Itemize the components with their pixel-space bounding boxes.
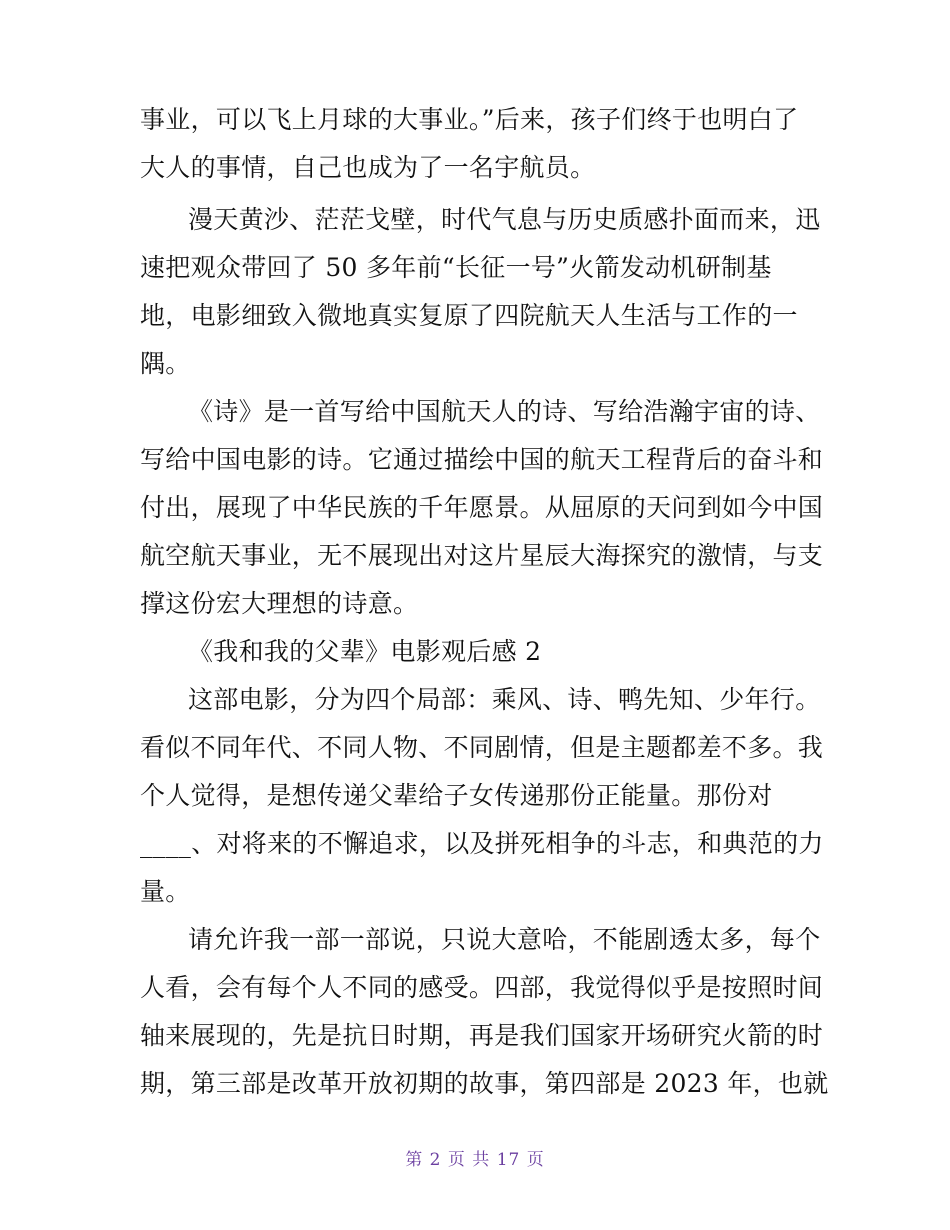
text-line: 《诗》是一首写给中国航天人的诗、写给浩瀚宇宙的诗、 — [188, 397, 821, 426]
text-line: 轴来展现的，先是抗日时期，再是我们国家开场研究火箭的时 — [140, 1021, 824, 1050]
text-line: 写给中国电影的诗。它通过描绘中国的航天工程背后的奋斗和 — [140, 445, 824, 474]
text-line: 漫天黄沙、茫茫戈壁，时代气息与历史质感扑面而来，迅 — [188, 205, 821, 234]
text-line: 个人觉得，是想传递父辈给子女传递那份正能量。那份对 — [140, 781, 773, 810]
section-heading: 《我和我的父辈》电影观后感 2 — [188, 637, 542, 666]
text-line: 请允许我一部一部说，只说大意哈，不能剧透太多，每个 — [188, 925, 821, 954]
text-line: 航空航天事业，无不展现出对这片星辰大海探究的激情，与支 — [140, 541, 824, 570]
text-line: ____、对将来的不懈追求，以及拼死相争的斗志，和典范的力 — [140, 829, 824, 858]
text-line: 这部电影，分为四个局部：乘风、诗、鸭先知、少年行。 — [188, 685, 821, 714]
text-line: 事业，可以飞上月球的大事业。”后来，孩子们终于也明白了 — [140, 105, 799, 134]
text-line: 大人的事情，自己也成为了一名宇航员。 — [140, 153, 596, 182]
text-line: 付出，展现了中华民族的千年愿景。从屈原的天问到如今中国 — [140, 493, 824, 522]
text-line: 人看，会有每个人不同的感受。四部，我觉得似乎是按照时间 — [140, 973, 824, 1002]
text-line: 看似不同年代、不同人物、不同剧情，但是主题都差不多。我 — [140, 733, 824, 762]
text-line: 期，第三部是改革开放初期的故事，第四部是 2023 年，也就 — [140, 1069, 829, 1098]
text-line: 地，电影细致入微地真实复原了四院航天人生活与工作的一 — [140, 301, 798, 330]
page-number-footer: 第 2 页 共 17 页 — [405, 1150, 545, 1170]
text-line: 量。 — [140, 877, 191, 906]
text-line: 撑这份宏大理想的诗意。 — [140, 589, 419, 618]
text-line: 速把观众带回了 50 多年前“长征一号”火箭发动机研制基 — [140, 253, 772, 282]
text-line: 隅。 — [140, 349, 191, 378]
